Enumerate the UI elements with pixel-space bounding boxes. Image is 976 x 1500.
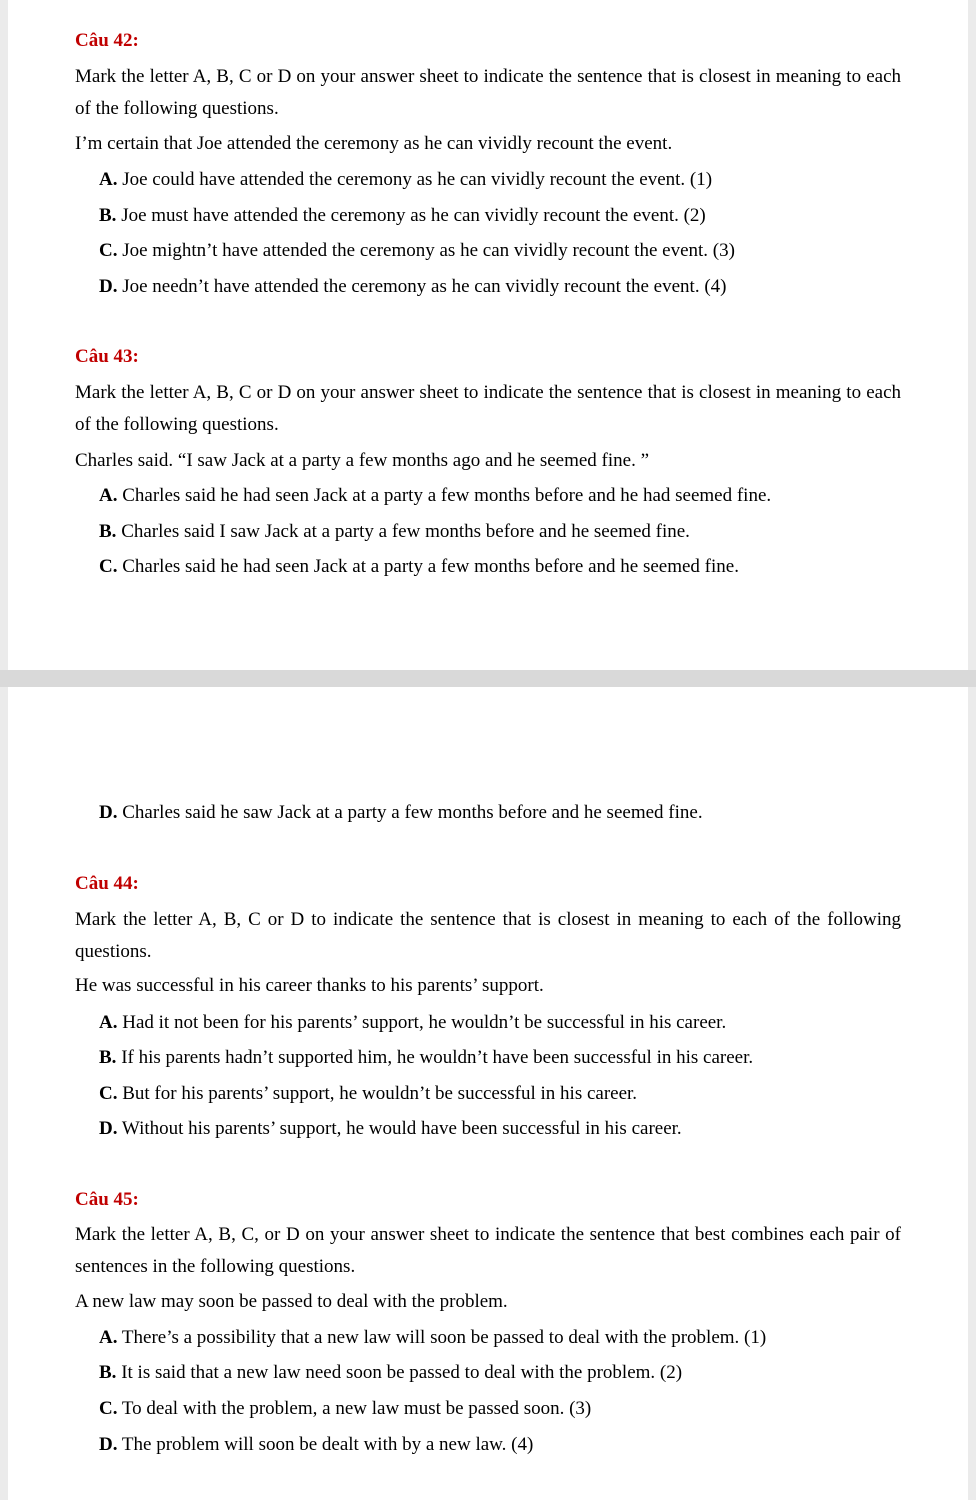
document-page-1 [8,0,968,670]
question-42-instruction: Mark the letter A, B, C or D on your answer sheet to indicate the sentence that is closest in meaning to each of the following questions. [75,66,901,119]
question-43-stem: Charles said. “I saw Jack at a party a few months ago and he seemed fine. ” [75,450,650,471]
question-44-option-a[interactable]: A. Had it not been for his parents’ support, he wouldn’t be successful in his career. [99,1012,727,1033]
question-44-title: Câu 44: [75,873,139,894]
question-42-stem: I’m certain that Joe attended the ceremony as he can vividly recount the event. [75,133,673,154]
question-45-option-d[interactable]: D. The problem will soon be dealt with by a new law. (4) [99,1434,534,1455]
question-43-title: Câu 43: [75,346,139,367]
question-43-option-b[interactable]: B. Charles said I saw Jack at a party a few months before and he seemed fine. [99,521,690,542]
question-43-option-d[interactable]: D. Charles said he saw Jack at a party a few months before and he seemed fine. [99,802,703,823]
question-42-option-d[interactable]: D. Joe needn’t have attended the ceremony as he can vividly recount the event. (4) [99,276,727,297]
question-45-option-b[interactable]: B. It is said that a new law need soon be passed to deal with the problem. (2) [99,1362,683,1383]
question-42-option-a[interactable]: A. Joe could have attended the ceremony as he can vividly recount the event. (1) [99,169,713,190]
question-45-option-c[interactable]: C. To deal with the problem, a new law must be passed soon. (3) [99,1398,592,1419]
question-42-title: Câu 42: [75,30,139,51]
question-45-instruction: Mark the letter A, B, C, or D on your answer sheet to indicate the sentence that best combines each pair of sentences in the following questions. [75,1224,901,1277]
question-42-option-b[interactable]: B. Joe must have attended the ceremony as he can vividly recount the event. (2) [99,205,706,226]
question-45-stem: A new law may soon be passed to deal with the problem. [75,1291,508,1312]
question-45-title: Câu 45: [75,1189,139,1210]
page-break [0,670,976,687]
document-page-2 [8,687,968,1500]
question-44-option-d[interactable]: D. Without his parents’ support, he would have been successful in his career. [99,1118,682,1139]
question-44-option-c[interactable]: C. But for his parents’ support, he wouldn’t be successful in his career. [99,1083,638,1104]
question-43-option-a[interactable]: A. Charles said he had seen Jack at a party a few months before and he had seemed fine. [99,485,772,506]
question-43-instruction: Mark the letter A, B, C or D on your answer sheet to indicate the sentence that is closest in meaning to each of the following questions. [75,382,901,435]
question-42-option-c[interactable]: C. Joe mightn’t have attended the ceremony as he can vividly recount the event. (3) [99,240,735,261]
question-44-option-b[interactable]: B. If his parents hadn’t supported him, he wouldn’t have been successful in his career. [99,1047,754,1068]
question-44-stem: He was successful in his career thanks to his parents’ support. [75,975,544,996]
question-44-instruction: Mark the letter A, B, C or D to indicate the sentence that is closest in meaning to each of the following questions. [75,909,901,962]
question-43-option-c[interactable]: C. Charles said he had seen Jack at a party a few months before and he seemed fine. [99,556,739,577]
question-45-option-a[interactable]: A. There’s a possibility that a new law will soon be passed to deal with the problem. (1) [99,1327,767,1348]
